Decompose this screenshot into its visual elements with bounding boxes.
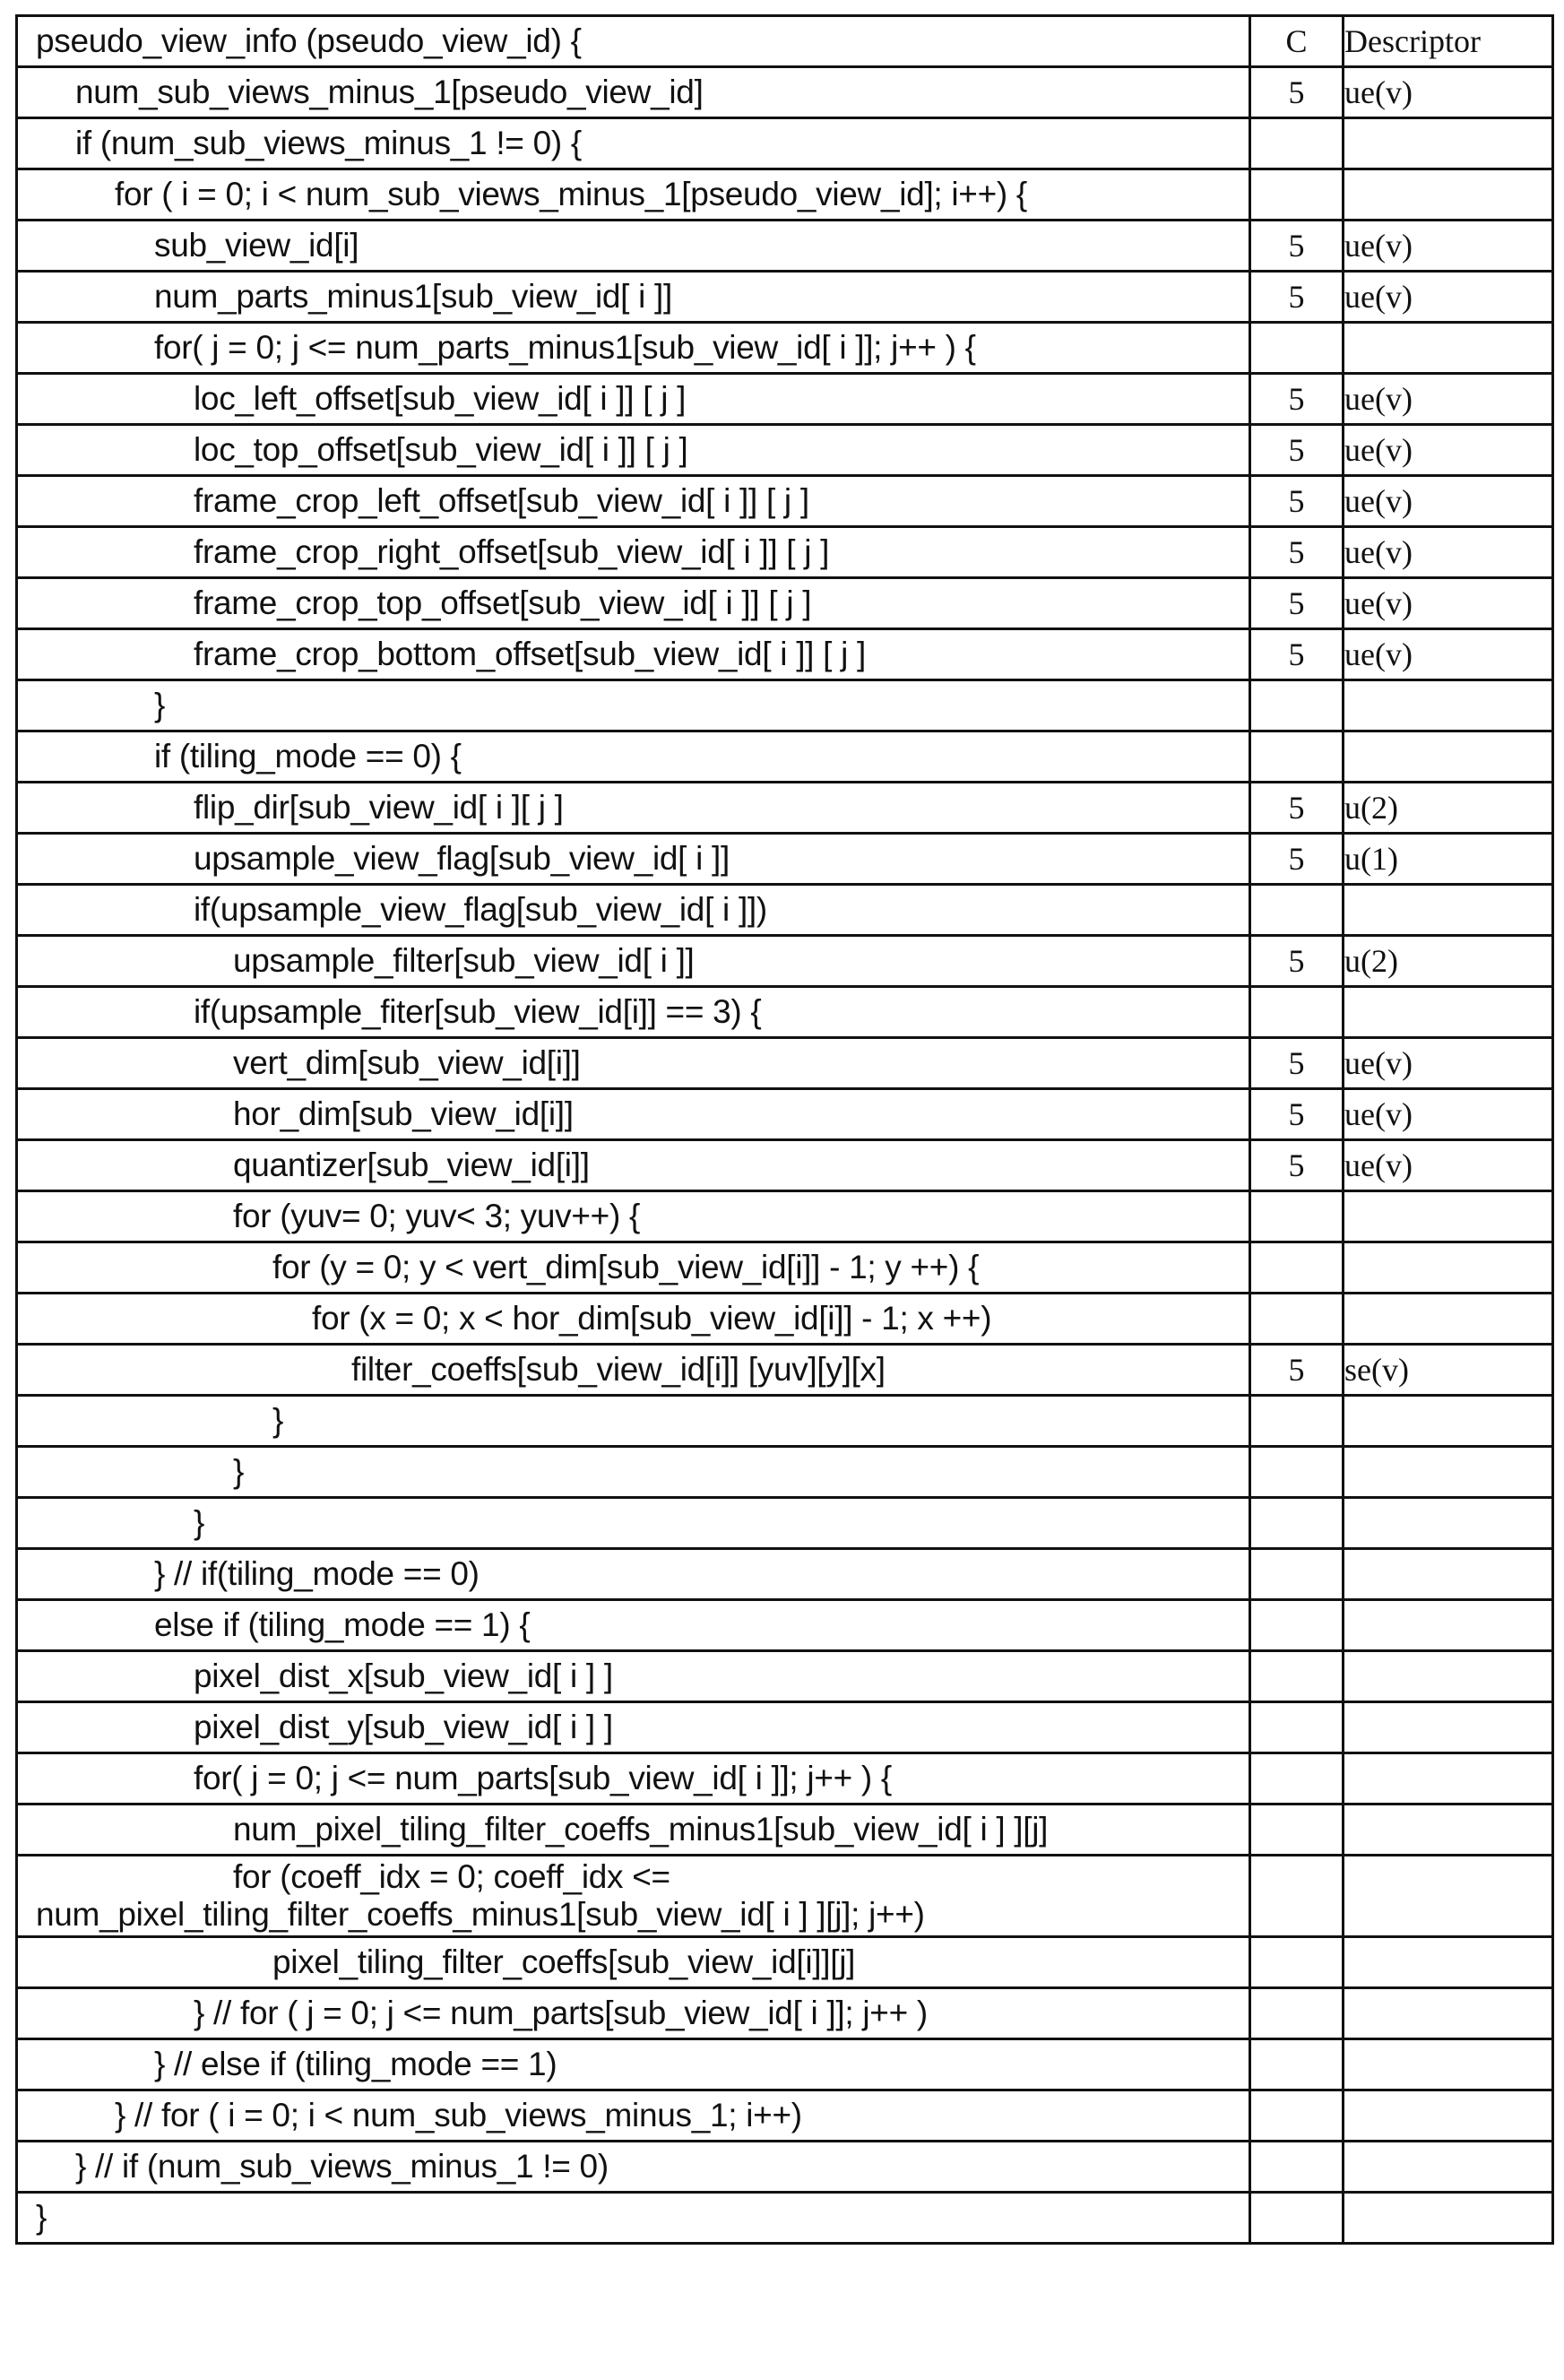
descriptor-cell <box>1344 1937 1553 1988</box>
category-cell: 5 <box>1250 783 1344 834</box>
table-row <box>17 221 1553 272</box>
syntax-element: for( j = 0; j <= num_parts_minus1[sub_view_id[ i ]]; j++ ) { <box>17 323 1250 374</box>
syntax-element: } // else if (tiling_mode == 1) <box>17 2039 1250 2090</box>
descriptor-cell: ue(v) <box>1344 1140 1553 1191</box>
table-row <box>17 67 1553 118</box>
category-cell <box>1250 1651 1344 1702</box>
category-cell <box>1250 1988 1344 2039</box>
table-row <box>17 936 1553 987</box>
syntax-element: num_parts_minus1[sub_view_id[ i ]] <box>17 272 1250 323</box>
category-cell <box>1250 1753 1344 1804</box>
descriptor-cell <box>1344 1191 1553 1242</box>
syntax-element: loc_top_offset[sub_view_id[ i ]] [ j ] <box>17 425 1250 476</box>
syntax-element: } <box>17 1396 1250 1447</box>
syntax-element: num_sub_views_minus_1[pseudo_view_id] <box>17 67 1250 118</box>
table-row <box>17 1549 1553 1600</box>
table-row <box>17 118 1553 169</box>
descriptor-cell <box>1344 2090 1553 2142</box>
descriptor-cell <box>1344 1804 1553 1856</box>
descriptor-cell: ue(v) <box>1344 425 1553 476</box>
category-cell <box>1250 680 1344 731</box>
syntax-element: filter_coeffs[sub_view_id[i]] [yuv][y][x] <box>17 1345 1250 1396</box>
syntax-element: } <box>17 2193 1250 2244</box>
table-row <box>17 374 1553 425</box>
table-row <box>17 885 1553 936</box>
function-signature: pseudo_view_info (pseudo_view_id) { <box>17 16 1250 67</box>
category-cell: 5 <box>1250 578 1344 629</box>
table-row <box>17 1345 1553 1396</box>
syntax-table <box>15 14 1554 2245</box>
table-row <box>17 1856 1553 1937</box>
syntax-element: upsample_view_flag[sub_view_id[ i ]] <box>17 834 1250 885</box>
descriptor-cell: ue(v) <box>1344 527 1553 578</box>
category-cell: 5 <box>1250 221 1344 272</box>
category-cell <box>1250 1549 1344 1600</box>
category-cell <box>1250 987 1344 1038</box>
category-cell: 5 <box>1250 476 1344 527</box>
table-row <box>17 1498 1553 1549</box>
column-header-descriptor: Descriptor <box>1344 16 1553 67</box>
table-row <box>17 1804 1553 1856</box>
syntax-element: if(upsample_fiter[sub_view_id[i]] == 3) { <box>17 987 1250 1038</box>
category-cell <box>1250 2039 1344 2090</box>
descriptor-cell <box>1344 2193 1553 2244</box>
category-cell <box>1250 885 1344 936</box>
table-row <box>17 1753 1553 1804</box>
table-row <box>17 1294 1553 1345</box>
syntax-element: } // for ( i = 0; i < num_sub_views_minus_1; i++) <box>17 2090 1250 2142</box>
descriptor-cell <box>1344 1498 1553 1549</box>
category-cell <box>1250 1396 1344 1447</box>
category-cell <box>1250 1242 1344 1294</box>
descriptor-cell <box>1344 2142 1553 2193</box>
descriptor-cell <box>1344 1242 1553 1294</box>
syntax-element-line-continued: num_pixel_tiling_filter_coeffs_minus1[sub_view_id[ i ] ][j]; j++) <box>18 1896 1249 1934</box>
category-cell: 5 <box>1250 1345 1344 1396</box>
syntax-element: for (x = 0; x < hor_dim[sub_view_id[i]] - 1; x ++) <box>17 1294 1250 1345</box>
table-row <box>17 272 1553 323</box>
descriptor-cell <box>1344 323 1553 374</box>
syntax-element: for (yuv= 0; yuv< 3; yuv++) { <box>17 1191 1250 1242</box>
table-row <box>17 578 1553 629</box>
category-cell <box>1250 1447 1344 1498</box>
table-row <box>17 527 1553 578</box>
syntax-element: hor_dim[sub_view_id[i]] <box>17 1089 1250 1140</box>
syntax-element: upsample_filter[sub_view_id[ i ]] <box>17 936 1250 987</box>
category-cell <box>1250 1600 1344 1651</box>
table-header-row <box>17 16 1553 67</box>
descriptor-cell <box>1344 1988 1553 2039</box>
syntax-element: frame_crop_left_offset[sub_view_id[ i ]] [ j ] <box>17 476 1250 527</box>
descriptor-cell: ue(v) <box>1344 476 1553 527</box>
table-row <box>17 476 1553 527</box>
table-row <box>17 629 1553 680</box>
category-cell: 5 <box>1250 936 1344 987</box>
category-cell: 5 <box>1250 1038 1344 1089</box>
syntax-element: if(upsample_view_flag[sub_view_id[ i ]]) <box>17 885 1250 936</box>
syntax-element <box>17 1856 1250 1937</box>
table-row <box>17 323 1553 374</box>
category-cell: 5 <box>1250 1140 1344 1191</box>
descriptor-cell <box>1344 1856 1553 1937</box>
descriptor-cell: ue(v) <box>1344 272 1553 323</box>
syntax-element: pixel_dist_y[sub_view_id[ i ] ] <box>17 1702 1250 1753</box>
descriptor-cell <box>1344 1702 1553 1753</box>
table-row <box>17 1242 1553 1294</box>
syntax-element: } <box>17 680 1250 731</box>
syntax-element: if (tiling_mode == 0) { <box>17 731 1250 783</box>
syntax-element: } // if(tiling_mode == 0) <box>17 1549 1250 1600</box>
table-row <box>17 169 1553 221</box>
descriptor-cell <box>1344 885 1553 936</box>
syntax-element: sub_view_id[i] <box>17 221 1250 272</box>
descriptor-cell <box>1344 1651 1553 1702</box>
descriptor-cell <box>1344 1753 1553 1804</box>
syntax-table-body <box>17 16 1553 2244</box>
category-cell <box>1250 1294 1344 1345</box>
syntax-element: else if (tiling_mode == 1) { <box>17 1600 1250 1651</box>
table-row <box>17 1600 1553 1651</box>
table-row <box>17 680 1553 731</box>
category-cell: 5 <box>1250 629 1344 680</box>
descriptor-cell: ue(v) <box>1344 1089 1553 1140</box>
syntax-element: } // if (num_sub_views_minus_1 != 0) <box>17 2142 1250 2193</box>
category-cell <box>1250 1498 1344 1549</box>
syntax-element: loc_left_offset[sub_view_id[ i ]] [ j ] <box>17 374 1250 425</box>
table-row <box>17 1038 1553 1089</box>
table-row <box>17 731 1553 783</box>
table-row <box>17 2193 1553 2244</box>
syntax-element: if (num_sub_views_minus_1 != 0) { <box>17 118 1250 169</box>
table-row <box>17 2090 1553 2142</box>
descriptor-cell <box>1344 987 1553 1038</box>
table-row <box>17 1191 1553 1242</box>
descriptor-cell <box>1344 1294 1553 1345</box>
descriptor-cell <box>1344 1600 1553 1651</box>
descriptor-cell: ue(v) <box>1344 629 1553 680</box>
table-row <box>17 1396 1553 1447</box>
category-cell <box>1250 323 1344 374</box>
descriptor-cell <box>1344 2039 1553 2090</box>
descriptor-cell: ue(v) <box>1344 1038 1553 1089</box>
table-row <box>17 425 1553 476</box>
category-cell <box>1250 1937 1344 1988</box>
category-cell: 5 <box>1250 374 1344 425</box>
table-row <box>17 1702 1553 1753</box>
category-cell <box>1250 1191 1344 1242</box>
table-row <box>17 1937 1553 1988</box>
descriptor-cell <box>1344 1549 1553 1600</box>
syntax-element: frame_crop_bottom_offset[sub_view_id[ i ]] [ j ] <box>17 629 1250 680</box>
descriptor-cell: u(1) <box>1344 834 1553 885</box>
category-cell: 5 <box>1250 527 1344 578</box>
descriptor-cell <box>1344 1396 1553 1447</box>
descriptor-cell <box>1344 731 1553 783</box>
descriptor-cell: ue(v) <box>1344 221 1553 272</box>
category-cell <box>1250 2090 1344 2142</box>
syntax-element: num_pixel_tiling_filter_coeffs_minus1[sub_view_id[ i ] ][j] <box>17 1804 1250 1856</box>
syntax-element: vert_dim[sub_view_id[i]] <box>17 1038 1250 1089</box>
category-cell <box>1250 731 1344 783</box>
table-row <box>17 1988 1553 2039</box>
category-cell: 5 <box>1250 425 1344 476</box>
table-row <box>17 2142 1553 2193</box>
descriptor-cell: se(v) <box>1344 1345 1553 1396</box>
category-cell: 5 <box>1250 272 1344 323</box>
table-row <box>17 834 1553 885</box>
descriptor-cell: ue(v) <box>1344 67 1553 118</box>
descriptor-cell <box>1344 118 1553 169</box>
category-cell: 5 <box>1250 1089 1344 1140</box>
descriptor-cell: u(2) <box>1344 936 1553 987</box>
descriptor-cell: ue(v) <box>1344 374 1553 425</box>
category-cell: 5 <box>1250 67 1344 118</box>
syntax-element-line: for (coeff_idx = 0; coeff_idx <= <box>18 1858 1249 1896</box>
descriptor-cell <box>1344 169 1553 221</box>
category-cell <box>1250 169 1344 221</box>
category-cell <box>1250 2142 1344 2193</box>
category-cell <box>1250 1702 1344 1753</box>
syntax-element: for (y = 0; y < vert_dim[sub_view_id[i]] - 1; y ++) { <box>17 1242 1250 1294</box>
table-row <box>17 783 1553 834</box>
descriptor-cell <box>1344 1447 1553 1498</box>
syntax-element: } <box>17 1447 1250 1498</box>
table-row <box>17 1089 1553 1140</box>
syntax-element: } <box>17 1498 1250 1549</box>
table-row <box>17 1140 1553 1191</box>
syntax-element: quantizer[sub_view_id[i]] <box>17 1140 1250 1191</box>
table-row <box>17 2039 1553 2090</box>
descriptor-cell <box>1344 680 1553 731</box>
category-cell <box>1250 1856 1344 1937</box>
syntax-element: flip_dir[sub_view_id[ i ][ j ] <box>17 783 1250 834</box>
table-row <box>17 1447 1553 1498</box>
category-cell <box>1250 2193 1344 2244</box>
category-cell: 5 <box>1250 834 1344 885</box>
syntax-element: for( j = 0; j <= num_parts[sub_view_id[ i ]]; j++ ) { <box>17 1753 1250 1804</box>
descriptor-cell: ue(v) <box>1344 578 1553 629</box>
descriptor-cell: u(2) <box>1344 783 1553 834</box>
category-cell <box>1250 1804 1344 1856</box>
syntax-element: frame_crop_top_offset[sub_view_id[ i ]] [ j ] <box>17 578 1250 629</box>
syntax-element: frame_crop_right_offset[sub_view_id[ i ]] [ j ] <box>17 527 1250 578</box>
table-row <box>17 1651 1553 1702</box>
syntax-element: pixel_dist_x[sub_view_id[ i ] ] <box>17 1651 1250 1702</box>
column-header-c: C <box>1250 16 1344 67</box>
syntax-element: } // for ( j = 0; j <= num_parts[sub_view_id[ i ]]; j++ ) <box>17 1988 1250 2039</box>
category-cell <box>1250 118 1344 169</box>
table-row <box>17 987 1553 1038</box>
syntax-element: pixel_tiling_filter_coeffs[sub_view_id[i]][j] <box>17 1937 1250 1988</box>
syntax-element: for ( i = 0; i < num_sub_views_minus_1[pseudo_view_id]; i++) { <box>17 169 1250 221</box>
